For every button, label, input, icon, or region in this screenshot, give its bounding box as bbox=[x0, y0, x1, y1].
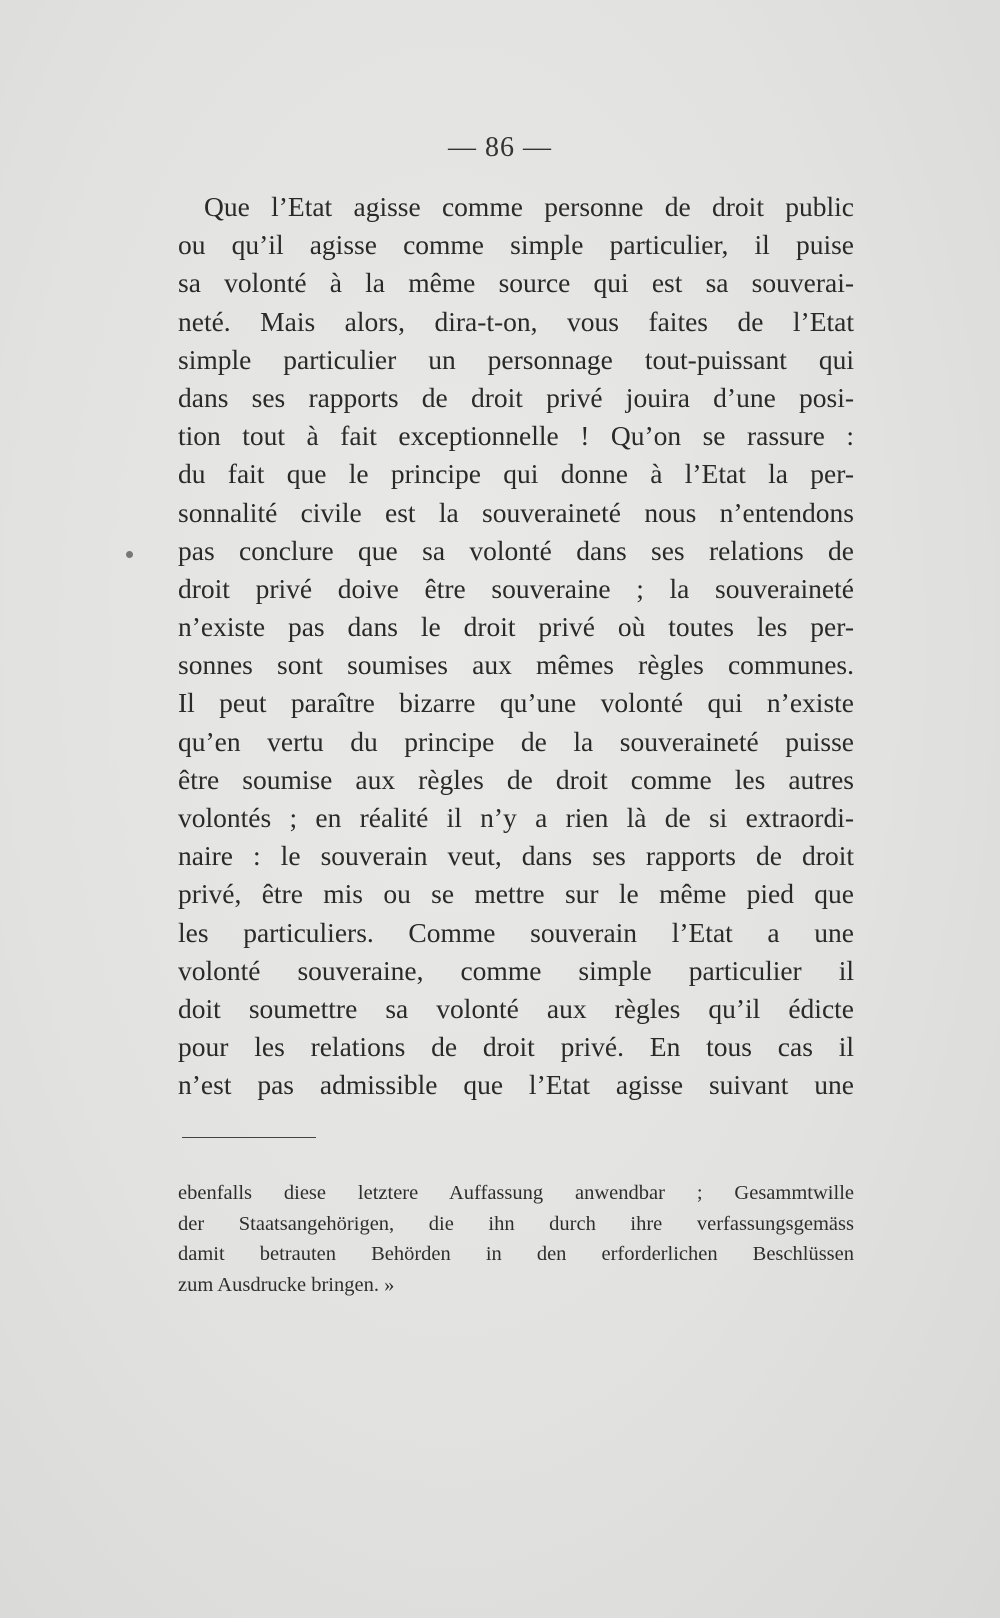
text-line: les particuliers. Comme souverain l’Etat a une bbox=[178, 916, 854, 948]
text-line: sa volonté à la même source qui est sa souverai- bbox=[178, 267, 854, 299]
text-line: doit soumettre sa volonté aux règles qu’il édicte bbox=[178, 992, 854, 1024]
text-line: être soumise aux règles de droit comme les autres bbox=[178, 763, 854, 795]
text-line: du fait que le principe qui donne à l’Etat la per- bbox=[178, 458, 854, 490]
text-line: pas conclure que sa volonté dans ses relations de bbox=[178, 534, 854, 566]
text-line: n’existe pas dans le droit privé où toutes les per- bbox=[178, 611, 854, 643]
footnote-separator bbox=[182, 1137, 316, 1138]
text-line: n’est pas admissible que l’Etat agisse suivant une bbox=[178, 1069, 854, 1101]
text-line: sonnes sont soumises aux mêmes règles communes. bbox=[178, 649, 854, 681]
page-number: — 86 — bbox=[448, 132, 552, 163]
footnote-line: ebenfalls diese letztere Auffassung anwendbar ; Gesammtwille bbox=[178, 1182, 854, 1204]
text-line: pour les relations de droit privé. En tous cas il bbox=[178, 1031, 854, 1063]
text-line: simple particulier un personnage tout-puissant qui bbox=[178, 343, 854, 375]
text-line: ou qu’il agisse comme simple particulier, il puise bbox=[178, 229, 854, 261]
footnote-block bbox=[178, 1178, 854, 1300]
text-line: droit privé doive être souveraine ; la souveraineté bbox=[178, 572, 854, 604]
text-line: neté. Mais alors, dira-t-on, vous faites de l’Etat bbox=[178, 305, 854, 337]
footnote-line: damit betrauten Behörden in den erforderlichen Beschlüssen bbox=[178, 1243, 854, 1265]
text-line: naire : le souverain veut, dans ses rapports de droit bbox=[178, 840, 854, 872]
text-line: qu’en vertu du principe de la souveraineté puisse bbox=[178, 725, 854, 757]
text-line: tion tout à fait exceptionnelle ! Qu’on se rassure : bbox=[178, 420, 854, 452]
ink-speck bbox=[126, 551, 133, 558]
footnote-line: zum Ausdrucke bringen. » bbox=[178, 1273, 395, 1296]
text-line: Il peut paraître bizarre qu’une volonté qui n’existe bbox=[178, 687, 854, 719]
text-line: Que l’Etat agisse comme personne de droit public bbox=[204, 191, 854, 222]
main-text-block bbox=[178, 188, 854, 1105]
text-line: privé, être mis ou se mettre sur le même pied que bbox=[178, 878, 854, 910]
text-line: volonté souveraine, comme simple particulier il bbox=[178, 954, 854, 986]
text-line: sonnalité civile est la souveraineté nous n’entendons bbox=[178, 496, 854, 528]
footnote-line: der Staatsangehörigen, die ihn durch ihre verfassungsgemäss bbox=[178, 1212, 854, 1235]
text-line: dans ses rapports de droit privé jouira d’une posi- bbox=[178, 381, 854, 413]
text-line: volontés ; en réalité il n’y a rien là de si extraordi- bbox=[178, 802, 854, 833]
